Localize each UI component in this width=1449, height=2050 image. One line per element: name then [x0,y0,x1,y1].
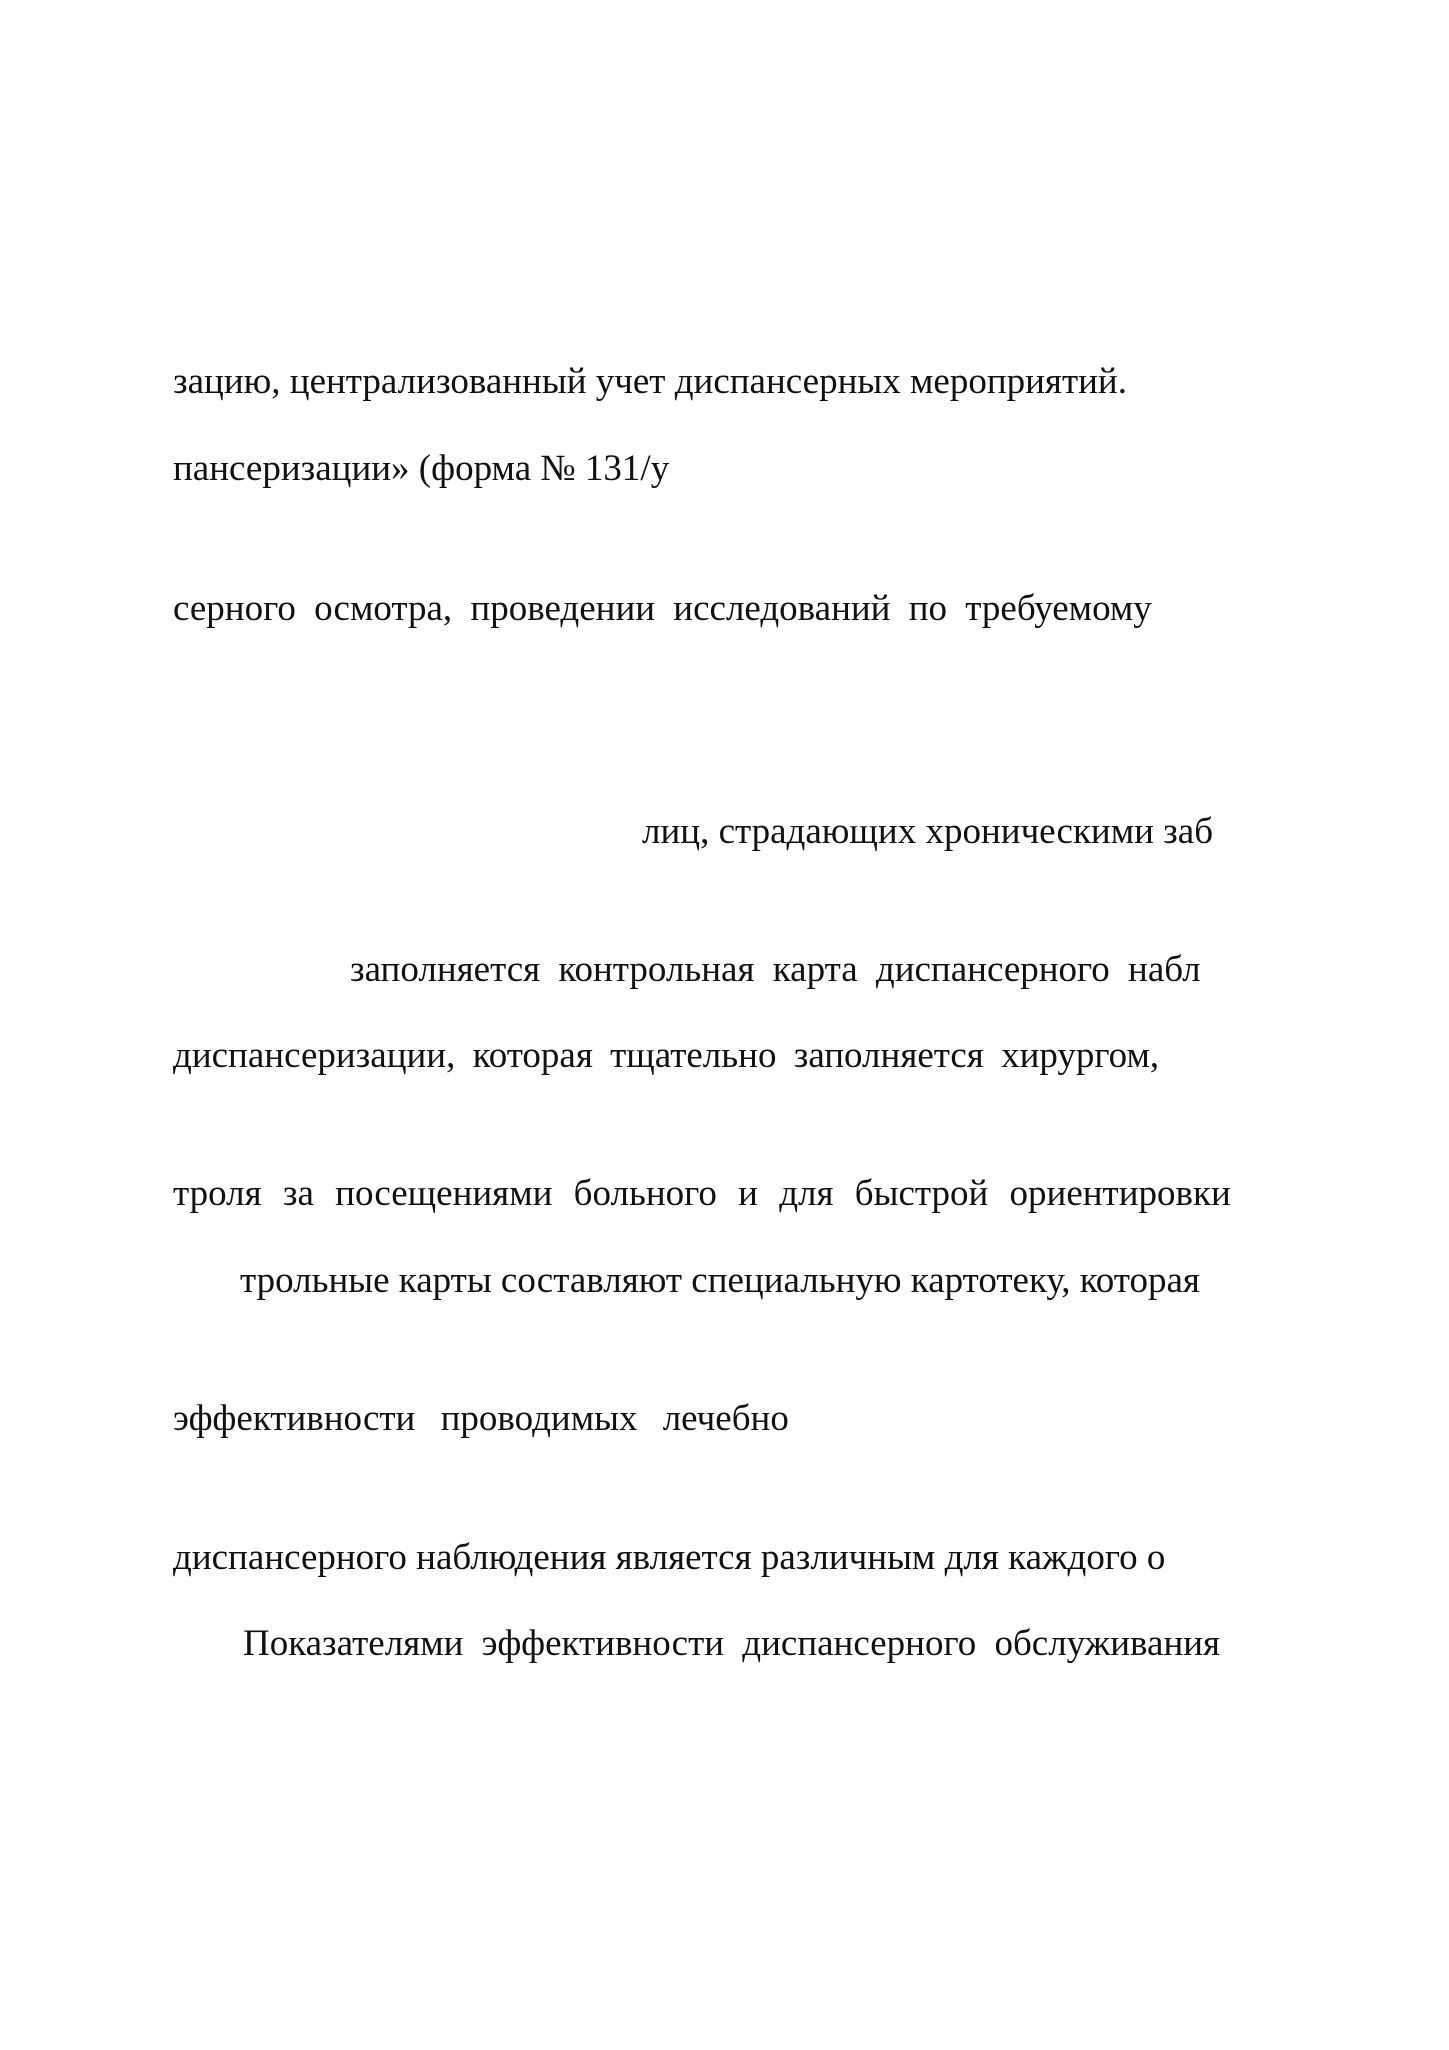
text-line-8: трольные карты составляют специальную картотеку, которая [240,1260,1200,1301]
text-line-4: лиц, страдающих хроническими заб [642,811,1214,852]
text-line-10: диспансерного наблюдения является различным для каждого о [173,1537,1166,1578]
text-line-9: эффективности проводимых лечебно [173,1398,789,1439]
text-line-7: троля за посещениями больного и для быстрой ориентировки [173,1173,1231,1214]
text-line-11: Показателями эффективности диспансерного обслуживания [243,1623,1221,1664]
text-line-3: серного осмотра, проведении исследований по требуемому [173,588,1152,629]
text-line-6: диспансеризации, которая тщательно заполняется хирургом, [173,1035,1160,1076]
text-line-2: пансеризации» (форма № 131/у [173,448,670,489]
text-line-5: заполняется контрольная карта диспансерного набл [350,949,1201,990]
text-line-1: зацию, централизованный учет диспансерных мероприятий. [173,361,1127,402]
